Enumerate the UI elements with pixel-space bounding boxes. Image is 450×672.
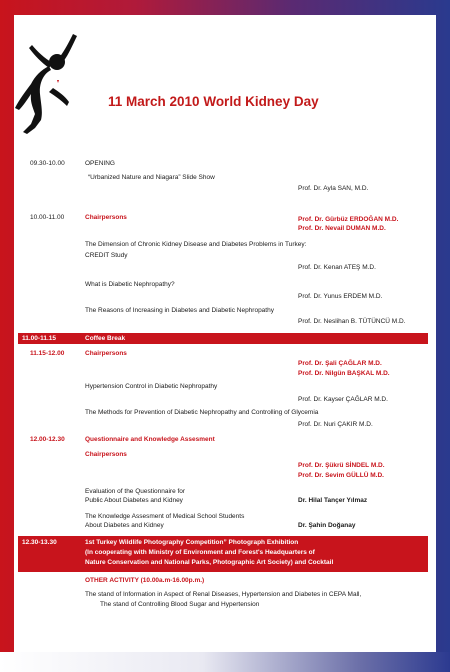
session-2-role: Chairpersons (85, 214, 127, 221)
session-3-speaker-2: Prof. Dr. Nuri ÇAKIR M.D. (298, 421, 373, 428)
session-2-talk-3: The Reasons of Increasing in Diabetes and Diabetic Nephropathy (85, 307, 274, 314)
session-2-speaker-2: Prof. Dr. Yunus ERDEM M.D. (298, 293, 383, 300)
session-4-talk-2a: The Knowledge Assesment of Medical School Students (85, 513, 245, 520)
session-4-speaker-1: Dr. Hilal Tançer Yılmaz (298, 497, 368, 504)
coffee-break-time: 11.00-11.15 (22, 335, 56, 342)
session-1-speaker: Prof. Dr. Ayla SAN, M.D. (298, 185, 369, 192)
session-4-talk-1a: Evaluation of the Questionnaire for (85, 488, 186, 495)
other-activity-line-2: The stand of Controlling Blood Sugar and Hypertension (100, 601, 260, 608)
other-activity-label: OTHER ACTIVITY (10.00a.m-16.00p.m.) (85, 577, 205, 584)
session-4-chair-1: Prof. Dr. Şükrü SİNDEL M.D. (298, 462, 385, 469)
session-2-chair-1: Prof. Dr. Gürbüz ERDOĞAN M.D. (298, 216, 399, 223)
session-3-role: Chairpersons (85, 350, 127, 357)
exhibition-line-2: (In cooperating with Ministry of Environment and Forest's Headquarters of (85, 549, 315, 556)
session-2-talk-1: The Dimension of Chronic Kidney Disease and Diabetes Problems in Turkey: (85, 241, 307, 248)
page-title: 11 March 2010 World Kidney Day (108, 94, 319, 109)
session-4-speaker-2: Dr. Şahin Doğanay (298, 522, 356, 529)
exhibition-line-3: Nature Conservation and National Parks, Photographic Art Society) and Cocktail (85, 559, 334, 566)
session-3-chair-1: Prof. Dr. Şali ÇAĞLAR M.D. (298, 360, 382, 367)
session-2-speaker-3: Prof. Dr. Neslihan B. TÜTÜNCÜ M.D. (298, 318, 406, 325)
exhibition-line-1: 1st Turkey Wildlife Photography Competition” Photograph Exhibition (85, 539, 299, 546)
session-4-role: Chairpersons (85, 451, 127, 458)
session-3-time: 11.15-12.00 (30, 350, 65, 357)
exhibition-bar (18, 536, 428, 572)
session-3-chair-2: Prof. Dr. Nilgün BAŞKAL M.D. (298, 370, 390, 377)
session-2-speaker-1: Prof. Dr. Kenan ATEŞ M.D. (298, 264, 376, 271)
session-1-time: 09.30-10.00 (30, 160, 65, 167)
session-4-talk-2b: About Diabetes and Kidney (85, 522, 164, 529)
session-2-time: 10.00-11.00 (30, 214, 65, 221)
coffee-break-bar (18, 333, 428, 344)
session-3-speaker-1: Prof. Dr. Kayser ÇAĞLAR M.D. (298, 396, 388, 403)
session-4-chair-2: Prof. Dr. Sevim GÜLLÜ M.D. (298, 472, 384, 479)
bottom-gradient-strip (0, 652, 450, 672)
session-4-heading: Questionnaire and Knowledge Assesment (85, 436, 215, 443)
session-3-talk-2: The Methods for Prevention of Diabetic Nephropathy and Controlling of Glycemia (85, 409, 319, 416)
session-1-heading: OPENING (85, 160, 115, 167)
session-2-talk-2: What is Diabetic Nephropathy? (85, 281, 175, 288)
session-2-talk-1b: CREDIT Study (85, 252, 128, 259)
other-activity-line-1: The stand of Information in Aspect of Renal Diseases, Hypertension and Diabetes in CEPA Mall, (85, 591, 362, 598)
session-4-time: 12.00-12.30 (30, 436, 65, 443)
session-4-talk-1b: Public About Diabetes and Kidney (85, 497, 183, 504)
coffee-break-label: Coffee Break (85, 335, 126, 342)
exhibition-time: 12.30-13.30 (22, 539, 57, 546)
jumping-person-silhouette-icon (13, 28, 83, 140)
session-1-slide-show: “Urbanized Nature and Niagara” Slide Show (88, 174, 215, 181)
session-3-talk-1: Hypertension Control in Diabetic Nephropathy (85, 383, 218, 390)
session-2-chair-2: Prof. Dr. Nevail DUMAN M.D. (298, 225, 386, 232)
